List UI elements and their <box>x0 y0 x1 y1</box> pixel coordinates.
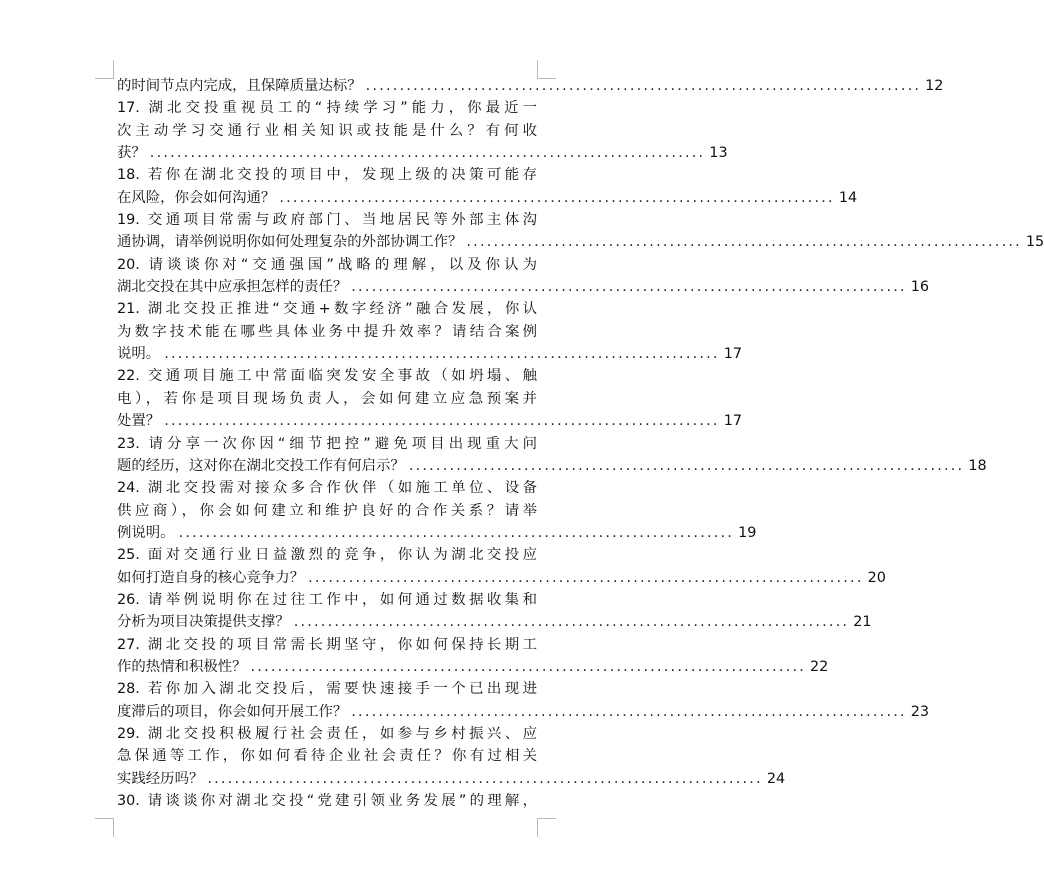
crop-mark-bottom-right <box>537 818 556 837</box>
toc-page-number: 13 <box>709 145 728 162</box>
toc-leader-dots: .................................................................................. <box>408 457 965 474</box>
toc-page-number: 23 <box>910 703 930 720</box>
toc-entry-text: 分析为项目决策提供支撑？ <box>117 614 290 631</box>
toc-page-number: 21 <box>853 614 872 631</box>
toc-line: 30. 请谈谈你对湖北交投“党建引领业务发展”的理解， <box>117 793 537 809</box>
toc-leader-dots: .................................................................................. <box>279 189 835 206</box>
toc-entry-text: 说明。 <box>117 346 161 363</box>
toc-line <box>117 343 742 365</box>
toc-line: 24. 湖北交投需对接众多合作伙伴（如施工单位、设备 <box>117 480 537 497</box>
toc-entry-text: 获？ <box>117 145 146 162</box>
toc-page-number: 24 <box>766 770 786 787</box>
toc-line <box>117 142 728 164</box>
toc-page-number: 18 <box>968 457 987 474</box>
toc-line <box>117 410 742 432</box>
toc-line <box>117 768 786 790</box>
toc-leader-dots: .................................................................................. <box>351 703 907 720</box>
toc-line <box>117 701 930 723</box>
toc-entry-text: 例说明。 <box>117 524 175 541</box>
toc-leader-dots: .................................................................................. <box>149 145 706 162</box>
toc-leader-dots: .................................................................................. <box>365 78 922 94</box>
toc-leader-dots: .................................................................................. <box>250 658 807 675</box>
toc-leader-dots: .................................................................................. <box>308 569 864 586</box>
toc-line: 18. 若你在湖北交投的项目中，发现上级的决策可能存 <box>117 167 537 184</box>
toc-leader-dots: .................................................................................. <box>351 279 907 296</box>
toc-line: 供应商），你会如何建立和维护良好的合作关系？请举 <box>117 502 537 519</box>
toc-page-number: 12 <box>925 78 944 94</box>
toc-line: 27. 湖北交投的项目常需长期坚守，你如何保持长期工 <box>117 636 537 653</box>
toc-line: 电），若你是项目现场负责人，会如何建立应急预案并 <box>117 390 537 407</box>
toc-line <box>117 567 886 589</box>
toc-line: 为数字技术能在哪些具体业务中提升效率？请结合案例 <box>117 323 537 340</box>
toc-entry-text: 通协调，请举例说明你如何处理复杂的外部协调工作？ <box>117 234 463 251</box>
toc-line: 26. 请举例说明你在过往工作中，如何通过数据收集和 <box>117 591 537 608</box>
toc-line <box>117 656 829 678</box>
toc-page-number: 17 <box>723 346 742 363</box>
toc-line <box>117 522 757 544</box>
toc-page-number: 19 <box>738 524 757 541</box>
toc-entry-text: 度滞后的项目，你会如何开展工作？ <box>117 703 348 720</box>
toc-line: 23. 请分享一次你因“细节把控”避免项目出现重大问 <box>117 435 537 452</box>
toc-page-number: 14 <box>838 189 858 206</box>
toc-entry-text: 作的热情和积极性？ <box>117 658 247 675</box>
toc-line <box>117 276 930 298</box>
toc-line <box>117 187 858 209</box>
toc-leader-dots: .................................................................................. <box>293 614 850 631</box>
toc-leader-dots: .................................................................................. <box>466 234 1022 251</box>
toc-line <box>117 611 872 633</box>
toc-line: 29. 湖北交投积极履行社会责任，如参与乡村振兴、应 <box>117 725 537 742</box>
toc-line <box>117 455 987 477</box>
toc-line <box>117 75 944 97</box>
toc-line: 20. 请谈谈你对“交通强国”战略的理解，以及你认为 <box>117 256 537 273</box>
toc-line: 17. 湖北交投重视员工的“持续学习”能力，你最近一 <box>117 100 537 117</box>
toc-page-number: 20 <box>867 569 886 586</box>
toc-line: 25. 面对交通行业日益激烈的竞争，你认为湖北交投应 <box>117 547 537 564</box>
crop-mark-top-left <box>95 60 114 79</box>
toc-entry-text: 湖北交投在其中应承担怎样的责任？ <box>117 279 348 296</box>
toc-entry-text: 实践经历吗？ <box>117 770 204 787</box>
toc-leader-dots: .................................................................................. <box>164 413 720 430</box>
toc-entry-text: 的时间节点内完成，且保障质量达标？ <box>117 78 362 94</box>
toc-page-number: 22 <box>810 658 829 675</box>
toc-leader-dots: .................................................................................. <box>164 346 720 363</box>
table-of-contents <box>117 75 1044 812</box>
toc-leader-dots: .................................................................................. <box>178 524 735 541</box>
toc-line: 28. 若你加入湖北交投后，需要快速接手一个已出现进 <box>117 681 537 698</box>
toc-page-number: 17 <box>723 413 742 430</box>
toc-line: 19. 交通项目常需与政府部门、当地居民等外部主体沟 <box>117 212 537 229</box>
toc-entry-text: 处置？ <box>117 413 161 430</box>
toc-line <box>117 231 1044 253</box>
toc-leader-dots: .................................................................................. <box>207 770 763 787</box>
toc-page-number: 15 <box>1025 234 1044 251</box>
toc-line: 21. 湖北交投正推进“交通+数字经济”融合发展，你认 <box>117 301 537 318</box>
toc-page-number: 16 <box>910 279 930 296</box>
crop-mark-bottom-left <box>95 818 114 837</box>
toc-entry-text: 如何打造自身的核心竞争力？ <box>117 569 305 586</box>
toc-line: 次主动学习交通行业相关知识或技能是什么？有何收 <box>117 122 537 139</box>
toc-entry-text: 题的经历，这对你在湖北交投工作有何启示？ <box>117 457 405 474</box>
toc-entry-text: 在风险，你会如何沟通？ <box>117 189 276 206</box>
toc-line: 急保通等工作，你如何看待企业社会责任？你有过相关 <box>117 748 537 765</box>
toc-line: 22. 交通项目施工中常面临突发安全事故（如坍塌、触 <box>117 368 537 385</box>
